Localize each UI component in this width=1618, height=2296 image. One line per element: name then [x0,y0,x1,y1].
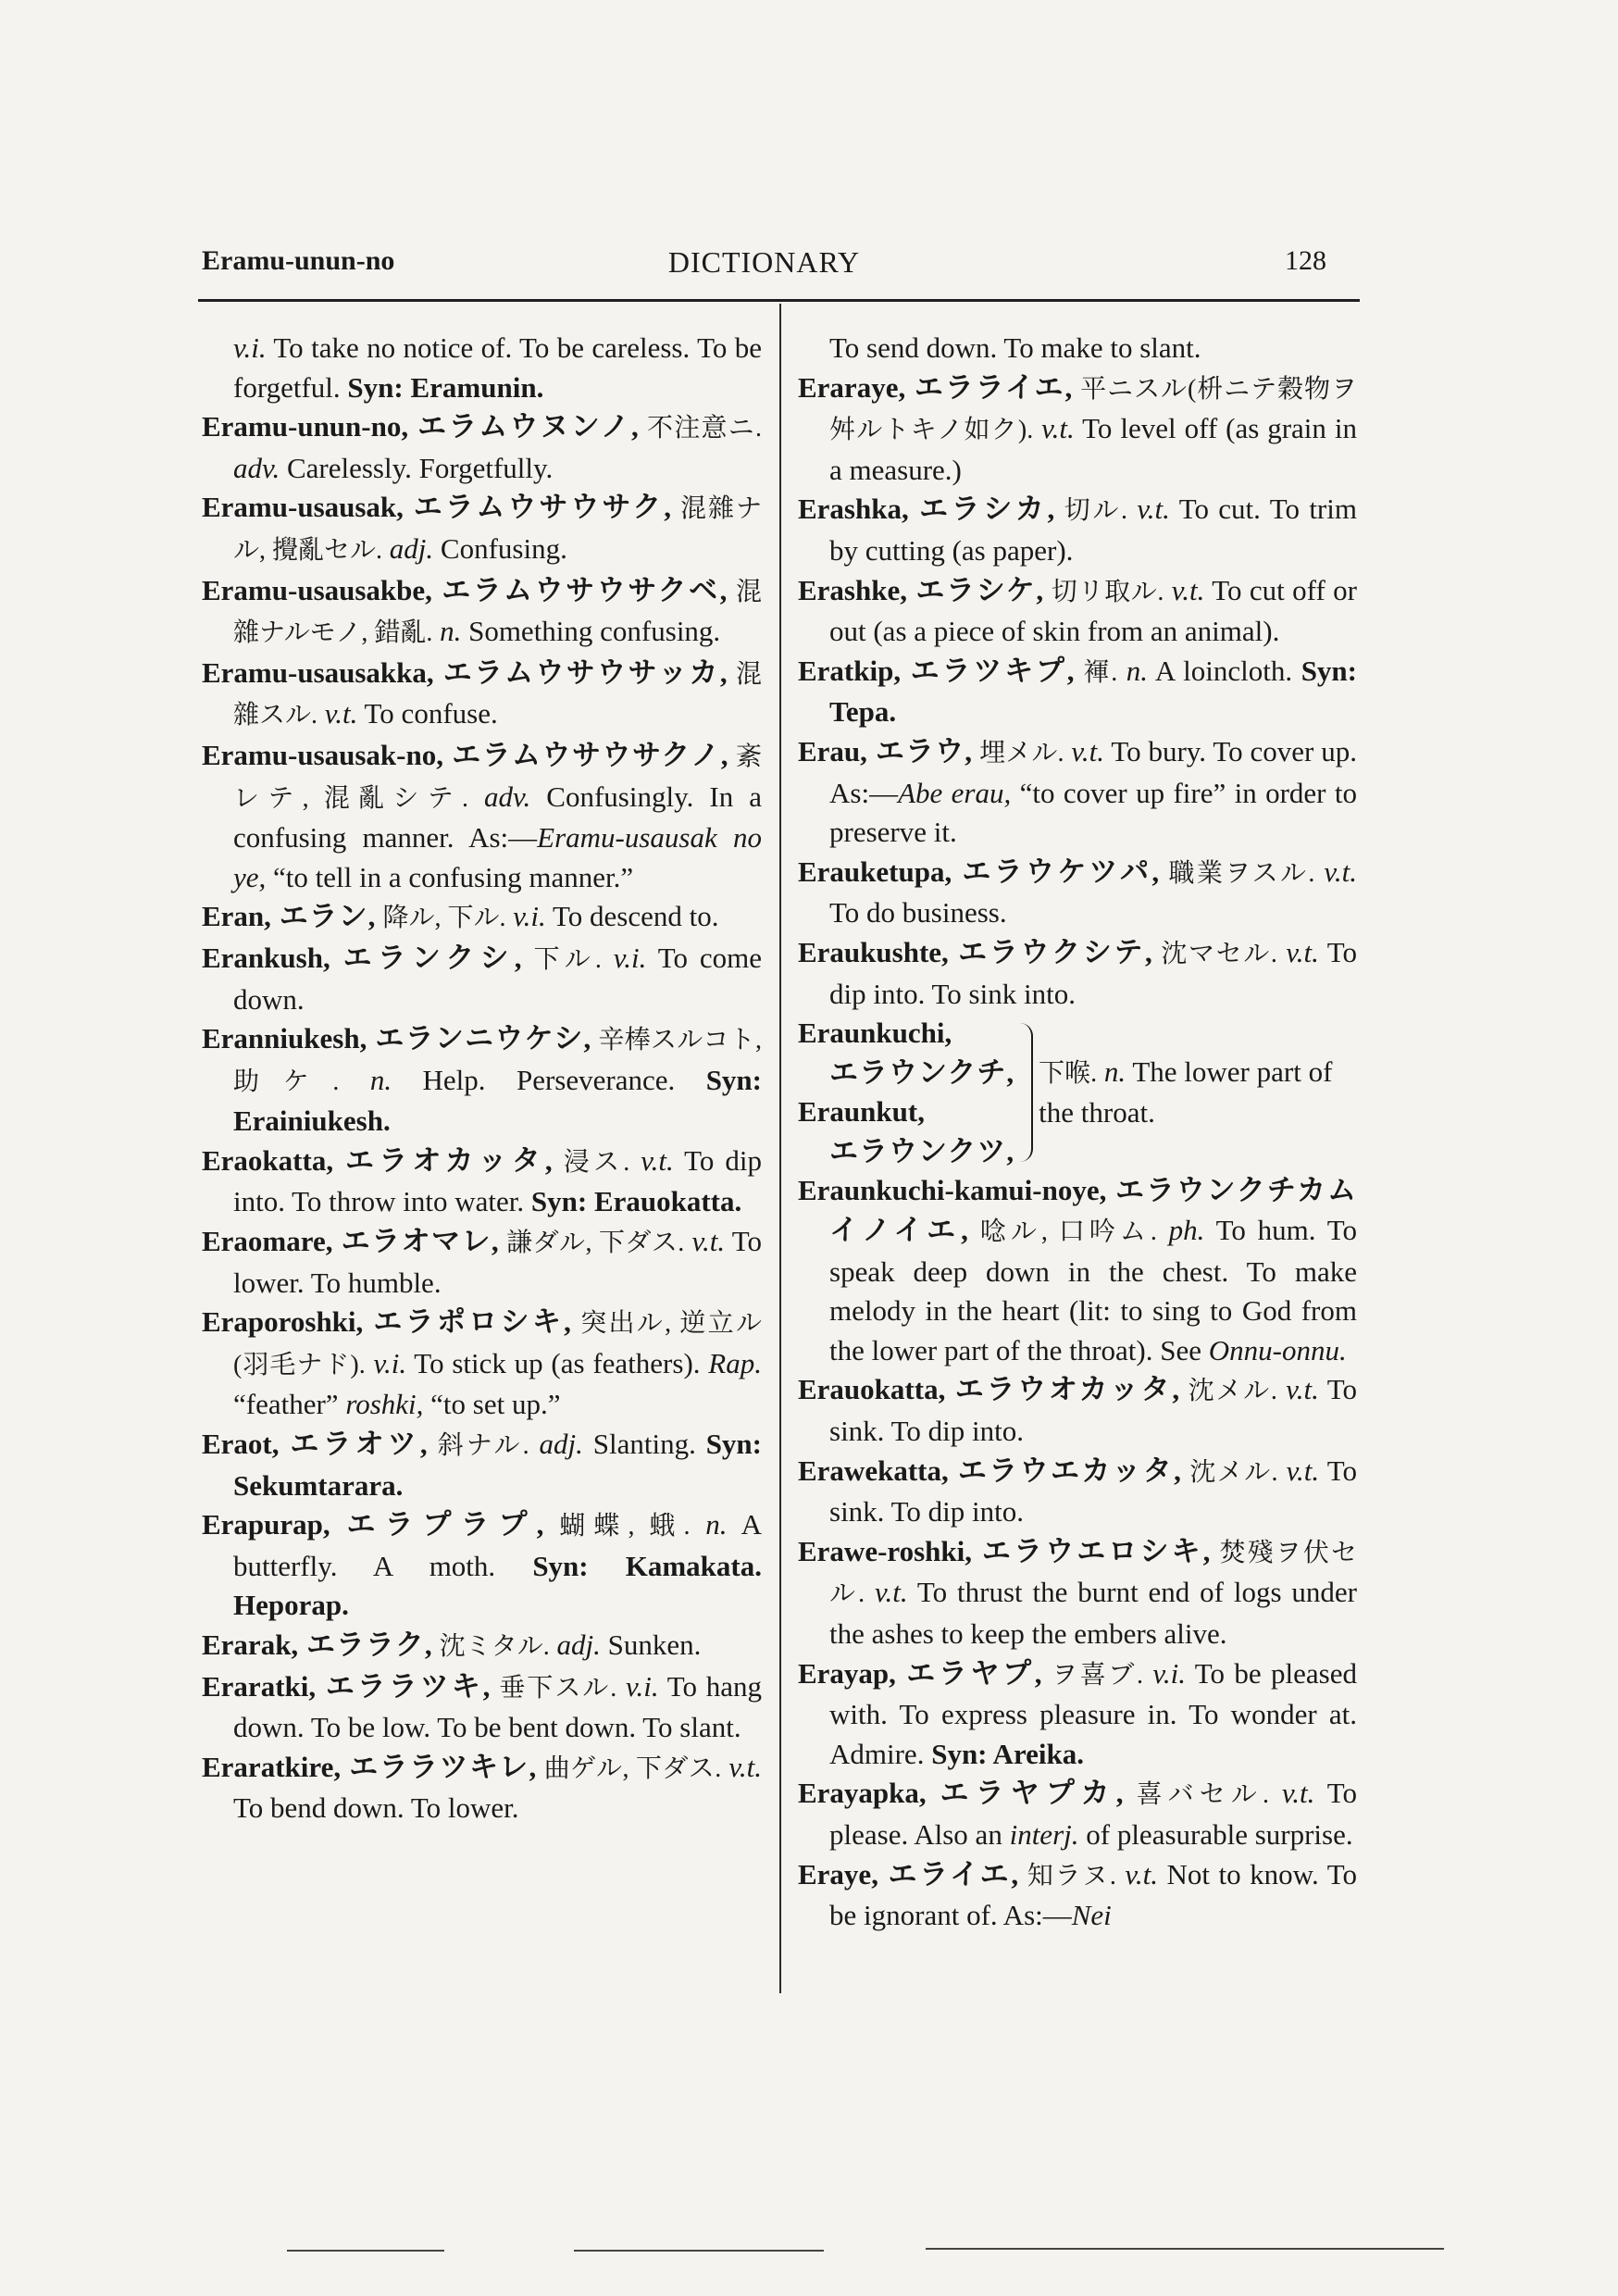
japanese-gloss: 突出ル, 逆立ル(羽毛ナド). [233,1309,762,1379]
bracketed-headwords [798,1014,1014,1171]
katakana: エラプラプ, [330,1508,545,1541]
syn-label: Syn: [705,1428,762,1461]
definition: Confusingly. In a confusing manner. As:— [233,780,762,855]
headword: Eraraye, [798,370,906,404]
syn-label: Syn: [347,370,404,404]
dictionary-entry [202,736,762,897]
dictionary-entry [798,571,1357,652]
brace [1018,1023,1033,1162]
japanese-gloss: 埋メル. [972,738,1064,767]
guide-word: Eramu-unun-no [202,245,395,276]
headword: Erauokatta, [798,1373,946,1406]
dictionary-entry [798,652,1357,732]
example-ainu: Nei [1071,1899,1112,1932]
dictionary-entry [798,368,1357,491]
japanese-gloss: 混雜ナル, 攪亂セル. [233,494,762,565]
japanese-gloss: 沈メル. [1180,1377,1277,1406]
japanese-gloss: 沈メル. [1181,1457,1278,1487]
dictionary-entry [202,1303,762,1425]
headword: Erau, [798,734,867,767]
dictionary-entry [202,1019,762,1142]
part-of-speech: n. [1117,654,1149,687]
katakana: エランニウケシ, [367,1022,592,1055]
headword: Eran, [202,900,271,933]
headword: Eraunkuchi, [798,1017,952,1050]
katakana: エララツキ, [316,1669,492,1703]
katakana: エラライエ, [905,370,1074,404]
headword: Erawekatta, [798,1454,949,1487]
dictionary-entry [202,654,762,736]
japanese-gloss: 切リ取ル. [1044,577,1164,606]
headword: Eramu-unun-no, [202,410,409,443]
part-of-speech: v.t. [1115,1857,1158,1890]
japanese-gloss: 混雜ナルモノ, 錯亂. [233,577,762,648]
definition: To please. Also an [829,1777,1357,1851]
part-of-speech: v.t. [865,1576,908,1609]
definition: To confuse. [357,697,498,730]
example-ainu: Eramu-usausak no ye, [233,821,762,893]
japanese-gloss: 紊レテ, 混亂シテ. [233,742,762,813]
katakana: エラオツ, [279,1428,429,1461]
headword: Eraye, [798,1857,878,1890]
right-column [798,329,1357,1936]
definition: Confusing. [433,531,567,565]
headword: Eraporoshki, [202,1305,364,1339]
synonym: Erainiukesh. [233,1104,391,1138]
definition: Sunken. [600,1628,702,1661]
japanese-gloss: 不注意ニ. [639,414,762,443]
dictionary-entry [202,939,762,1019]
definition: To thrust the burnt end of logs under the ashes to keep the embers alive. [829,1576,1357,1650]
etymology-word: Rap. [708,1346,762,1379]
headword: Eramu-usausakbe, [202,573,432,606]
katakana: エラウエカッタ, [948,1454,1182,1487]
headword: Erashke, [798,573,907,606]
part-of-speech: v.t. [684,1225,726,1258]
syn-label: Syn: [532,1549,589,1582]
synonym: Tepa. [829,695,897,729]
part-of-speech: v.t. [1126,493,1170,526]
dictionary-entry [798,732,1357,853]
definition: To level off (as grain in a measure.) [829,412,1357,486]
part-of-speech: ph. [1156,1214,1205,1247]
japanese-gloss: 唸ル, 口吟ム. [968,1217,1157,1247]
katakana: エララク, [298,1628,433,1661]
part-of-speech: adv. [468,780,531,813]
definition: To stick up (as feathers). [406,1346,709,1379]
katakana: エラシケ, [907,573,1045,606]
dictionary-entry [798,1532,1357,1654]
example-translation: “to cover up fire” in order to preserve it. [829,776,1357,849]
definition: To dip into. To sink into. [829,935,1358,1010]
part-of-speech: v.t. [1164,573,1205,606]
katakana: エラウエロシキ, [972,1534,1212,1567]
part-of-speech: v.t. [1268,1777,1315,1810]
definition: Carelessly. Forgetfully. [280,451,554,484]
definition: To hang down. To be low. To be bent down. To slant. [233,1669,762,1744]
definition: To bury. To cover up. As:— [829,734,1357,809]
part-of-speech: v.t. [1064,734,1104,767]
left-column [202,329,762,1828]
definition: Something confusing. [461,615,721,648]
entry-continuation [202,329,762,407]
definition: To lower. To humble. [233,1225,763,1299]
katakana: エラウンクチカムイノイエ, [829,1174,1357,1247]
headword: Erankush, [202,941,330,974]
part-of-speech: n. [432,615,462,648]
japanese-gloss: 沈マセル. [1152,939,1277,968]
syn-label: Syn: [1301,654,1357,687]
definition: To send down. To make to slant. [829,331,1201,364]
dictionary-entry [202,571,762,654]
japanese-gloss: 浸ス. [553,1147,630,1177]
headword: Eranniukesh, [202,1022,367,1055]
page-header [202,245,1326,292]
part-of-speech: v.t. [721,1750,762,1783]
headword: Eramu-usausak, [202,491,404,524]
headword: Eramu-usausak-no, [202,738,443,771]
katakana: エラムウサウサク, [403,491,672,524]
synonym: Kamakata. Heporap. [233,1549,762,1622]
headword: Eraunkut, [798,1095,925,1129]
headword: Eratkip, [798,654,902,687]
syn-label: Syn: [530,1185,588,1218]
part-of-speech: n. [690,1508,728,1541]
japanese-gloss: 斜ナル. [428,1431,529,1461]
synonym: Areika. [987,1737,1085,1770]
katakana: エラムウサウサクベ, [431,573,728,606]
headword: Eraratki, [202,1669,317,1703]
example-translation: “to tell in a confusing manner.” [266,860,634,893]
part-of-speech: v.t. [1277,1454,1320,1487]
footer-rule [926,2248,1444,2250]
japanese-gloss: 降ル, 下ル. [376,904,506,933]
headword: Eraomare, [202,1225,333,1258]
headword: Eramu-usausakka, [202,655,434,689]
japanese-gloss: 職業ヲスル. [1160,858,1315,888]
japanese-gloss: 褌. [1075,657,1118,687]
dictionary-entry [798,853,1357,933]
definition: To sink. To dip into. [829,1373,1357,1448]
footer-rule [287,2250,444,2252]
dictionary-entry [202,1222,762,1303]
synonym: Sekumtarara. [233,1468,404,1502]
japanese-gloss: ヲ喜ブ. [1042,1660,1144,1690]
japanese-gloss: 蝴蝶, 蛾. [544,1512,691,1541]
part-of-speech: v.t. [1276,935,1319,968]
part-of-speech: v.i. [233,331,267,364]
definition: To descend to. [545,900,719,933]
definition: The lower part of the throat. [1039,1054,1333,1129]
katakana: エランクシ, [330,941,523,974]
katakana: エラウンクチ, [829,1055,1015,1089]
japanese-gloss: 平ニスル(枡ニテ穀物ヲ舛ルトキノ如ク). [829,374,1357,445]
dictionary-entry [202,488,762,570]
headword: Eraokatta, [202,1143,334,1177]
japanese-gloss: 焚殘ヲ伏セル. [829,1538,1357,1609]
katakana: エラウンクツ, [829,1134,1015,1167]
katakana: エラシカ, [908,493,1056,526]
japanese-gloss: 知ラヌ. [1019,1861,1116,1890]
katakana: エララツキレ, [341,1750,538,1783]
synonym: Erauokatta. [587,1185,742,1218]
dictionary-entry [202,1667,762,1748]
etymology-word: roshki, [345,1388,424,1421]
headword: Eraratkire, [202,1750,342,1783]
bracketed-entry [798,1014,1357,1171]
katakana: エラン, [270,900,377,933]
definition: To bend down. To lower. [233,1791,519,1825]
definition: To be pleased with. To express pleasure in. To wonder at. Admire. [829,1656,1357,1770]
japanese-gloss: 垂下スル. [491,1673,617,1703]
dictionary-entry [798,1774,1357,1854]
part-of-speech: adj. [549,1628,601,1661]
definition: A butterfly. A moth. [233,1508,763,1582]
dictionary-entry [798,1654,1357,1775]
dictionary-entry [202,1748,762,1828]
etymology-gloss: “feather” [233,1388,346,1421]
headword: Erarak, [202,1628,299,1661]
part-of-speech: v.i. [601,941,647,974]
dictionary-entry [798,490,1357,570]
definition: Help. Perseverance. [392,1063,706,1096]
dictionary-entry [202,1505,762,1626]
syn-label: Syn: [705,1063,762,1096]
japanese-gloss: 辛棒スルコト, 助ケ. [233,1026,762,1096]
katakana: エラムウサウサクノ, [443,738,729,771]
dictionary-entry [202,1425,762,1505]
katakana: エラウクシテ, [948,935,1153,968]
bracketed-definition [1039,1053,1357,1133]
japanese-gloss: 曲ゲル, 下ダス. [537,1753,722,1783]
headword: Erawe-roshki, [798,1534,973,1567]
grammar-term: interj. [1009,1817,1079,1851]
katakana: エラツキプ, [901,654,1076,687]
dictionary-entry [798,1370,1357,1451]
part-of-speech: n. [1097,1054,1126,1088]
part-of-speech: v.t. [1314,855,1357,888]
part-of-speech: v.t. [1033,412,1075,445]
headword: Erayap, [798,1656,896,1690]
japanese-gloss: 謙ダル, 下ダス. [499,1229,685,1258]
dictionary-entry [798,933,1357,1014]
katakana: エラウ, [866,734,973,767]
japanese-gloss: 切ル. [1055,496,1127,526]
dictionary-entry [798,1452,1357,1532]
katakana: エラヤプカ, [926,1777,1125,1810]
katakana: エラムウヌンノ, [408,410,640,443]
example-ainu: Abe erau, [898,776,1012,809]
part-of-speech: adj. [529,1428,583,1461]
headword: Erayapka, [798,1777,927,1810]
japanese-gloss: 混雜スル. [233,659,762,730]
definition: To hum. To speak deep down in the chest. To make melody in the heart (lit: to sing to God from the lower part of the throat). See [829,1214,1357,1366]
dictionary-entry [798,1171,1357,1370]
dictionary-entry [202,897,762,939]
headword: Eraunkuchi-kamui-noye, [798,1174,1107,1207]
part-of-speech: v.i. [365,1346,407,1379]
dictionary-entry [798,1855,1357,1936]
part-of-speech: v.t. [1276,1373,1319,1406]
synonym: Eramunin. [403,370,544,404]
definition: Not to know. To be ignorant of. As:— [829,1857,1357,1932]
katakana: エラヤプ, [895,1656,1043,1690]
katakana: エラウオカッタ, [945,1373,1181,1406]
column-divider [779,304,781,1993]
katakana: エラオカッタ, [333,1143,554,1177]
part-of-speech: v.i. [616,1669,659,1703]
definition: To come down. [233,941,762,1016]
part-of-speech: adv. [233,451,280,484]
katakana: エラムウサウサッカ, [433,655,728,689]
cross-reference: Onnu-onnu. [1208,1333,1347,1366]
dictionary-entry [202,1142,762,1222]
definition: To dip into. To throw into water. [233,1143,762,1218]
japanese-gloss: 下ル. [522,944,602,974]
definition: To take no notice of. To be careless. To be forgetful. [233,331,762,404]
definition: To sink. To dip into. [829,1454,1357,1529]
definition: To do business. [829,896,1007,930]
katakana: エライエ, [877,1857,1020,1890]
definition: To cut. To trim by cutting (as paper). [829,493,1357,567]
headword: Eraukushte, [798,935,949,968]
footer-rule [574,2250,824,2252]
japanese-gloss: 沈ミタル. [432,1632,550,1661]
definition: To cut off or out (as a piece of skin from an animal). [829,573,1357,648]
part-of-speech: n. [339,1063,392,1096]
headword: Erapurap, [202,1508,330,1541]
dictionary-entry [202,1626,762,1667]
part-of-speech: v.t. [317,697,358,730]
part-of-speech: v.t. [629,1143,674,1177]
katakana: エラポロシキ, [363,1305,572,1339]
part-of-speech: v.i. [1143,1656,1186,1690]
part-of-speech: v.i. [505,900,546,933]
running-title: DICTIONARY [667,245,861,279]
part-of-speech: adj. [382,531,434,565]
dictionary-entry [202,407,762,488]
headword: Erauketupa, [798,855,952,888]
definition: Slanting. [582,1428,706,1461]
headword: Erashka, [798,493,909,526]
page-number: 128 [1285,245,1326,276]
header-rule [198,299,1360,302]
japanese-gloss: 喜バセル. [1124,1780,1269,1810]
syn-label: Syn: [931,1737,988,1770]
katakana: エラウケツパ, [952,855,1161,888]
definition: A loincloth. [1148,654,1301,687]
katakana: エラオマレ, [332,1225,500,1258]
entry-continuation [798,329,1357,368]
japanese-gloss: 下喉. [1039,1058,1098,1088]
headword: Eraot, [202,1428,280,1461]
etymology-gloss: “to set up.” [423,1388,561,1421]
definition: of pleasurable surprise. [1078,1817,1353,1851]
